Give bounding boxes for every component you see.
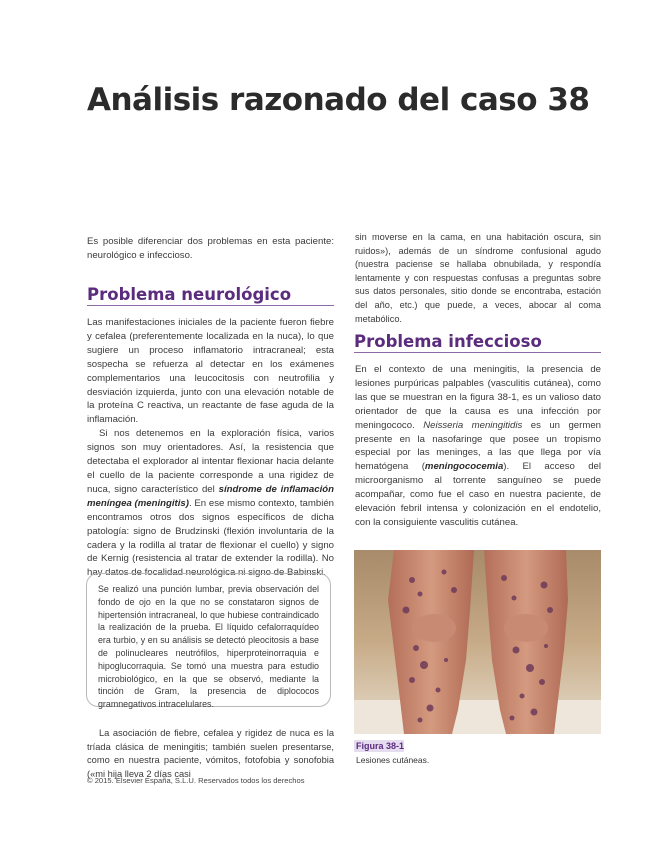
meningococcemia-term: meningococemia [424,461,504,473]
heading-rule [354,352,601,353]
page-title: Análisis razonado del caso 38 [87,82,590,118]
continuation-text: sin moverse en la cama, en una habitación oscura, sin ruidos»), además de un síndrome confusional agudo (nuestra paciense se hallaba obnubilada, y respondía lentamente y con respuestas confusas a preguntas sobre sus datos personales, sitio donde se encontraba, estación del año, etc.) que puede, a veces, abocar al coma metabólico. [355,232,601,324]
intro-paragraph [87,235,334,263]
neuro-body [87,316,334,580]
infect-paragraph [355,363,601,530]
infect-text: es un germen presente en la nasofaringe que posee un tropismo especial por las meninges, a las que llega por vía hematógena ( [355,419,601,473]
infect-text: En el contexto de una meningitis, la presencia de lesiones purpúricas palpables (vasculitis cutánea), como las que se muestran en la figura 38-1, es un valioso dato orientador de que la causa es una infección por meningococo. [355,364,601,431]
copyright-footer: © 2015. Elsevier España, S.L.U. Reservados todos los derechos [87,776,305,785]
meningitis-term: síndrome de inflamación meníngea (meningitis) [87,483,334,509]
heading-problema-infeccioso: Problema infeccioso [354,332,542,351]
triad-text: La asociación de fiebre, cefalea y rigidez de nuca es la tríada clásica de meningitis; también suelen presentarse, como en nuestra paciente, vómitos, fotofobia y sonofobia («mi hija lleva 2 días casi [87,728,334,779]
infect-text: ). El acceso del microorganismo al torrente sanguíneo se puede acompañar, como fue el caso en nuestra paciente, de elevación febril intensa y colonización en el endotelio, con la consiguiente vasculitis cutánea. [355,461,602,528]
lumbar-puncture-box [86,573,331,710]
bottom-left-paragraph [87,727,334,781]
heading-problema-neurologico: Problema neurológico [87,285,292,304]
neisseria-term: Neisseria meningitidis [423,419,523,431]
figure-caption: Lesiones cutáneas. [356,755,430,765]
right-continuation [355,231,601,326]
figure-label: Figura 38-1 [356,741,405,751]
neuro-paragraph-2 [87,427,334,580]
neuro-p2-text-end: . En ese mismo contexto, también encontramos otros dos signos específicos de dicha patología: signo de Brudzinski (flexión involuntaria de la cadera y la rodilla al tratar de flexionar el cuello) y signo de Kernig (resistencia al tratar de extender la rodilla). No hay datos de focalidad neurológica ni signo de Babinski. [87,497,335,579]
neuro-p2-text: Si nos detenemos en la exploración física, varios signos son muy orientadores. Así, la resistencia que detectaba el explorador al intentar flexionar hacia delante el cuello de la paciente corresponde a una rigidez de nuca, signo característico del [87,428,334,495]
box-text: Se realizó una punción lumbar, previa observación del fondo de ojo en la que no se constataron signos de hipertensión intracraneal, lo que hubiese contraindicado la realización de la prueba. El líquido cefalorraquídeo era turbio, y en su análisis se detectó pleocitosis a base de polinucleares neutrófilos, hiperproteinorraquia e hipoglucorraquia. Se tomó una muestra para estudio microbiológico, en la que se observó, mediante la tinción de Gram, la presencia de diplococos gramnegativos intracelulares. [98,584,319,710]
heading-rule [87,305,334,306]
infect-body [355,363,601,530]
skin-lesions-photo [354,550,601,734]
intro-text: Es posible diferenciar dos problemas en esta paciente: neurológico e infeccioso. [87,236,334,261]
neuro-paragraph-1: Las manifestaciones iniciales de la paciente fueron fiebre y cefalea (preferentemente localizada en la nuca), lo que sugiere un proceso inflamatorio intracraneal; esta sospecha se refuerza al detectar en los exámenes complementarios una leucocitosis con neutrofilia y desviación izquierda, junto con una elevación notable de la proteína C reactiva, un reactante de fase aguda de la inflamación. [87,317,334,426]
